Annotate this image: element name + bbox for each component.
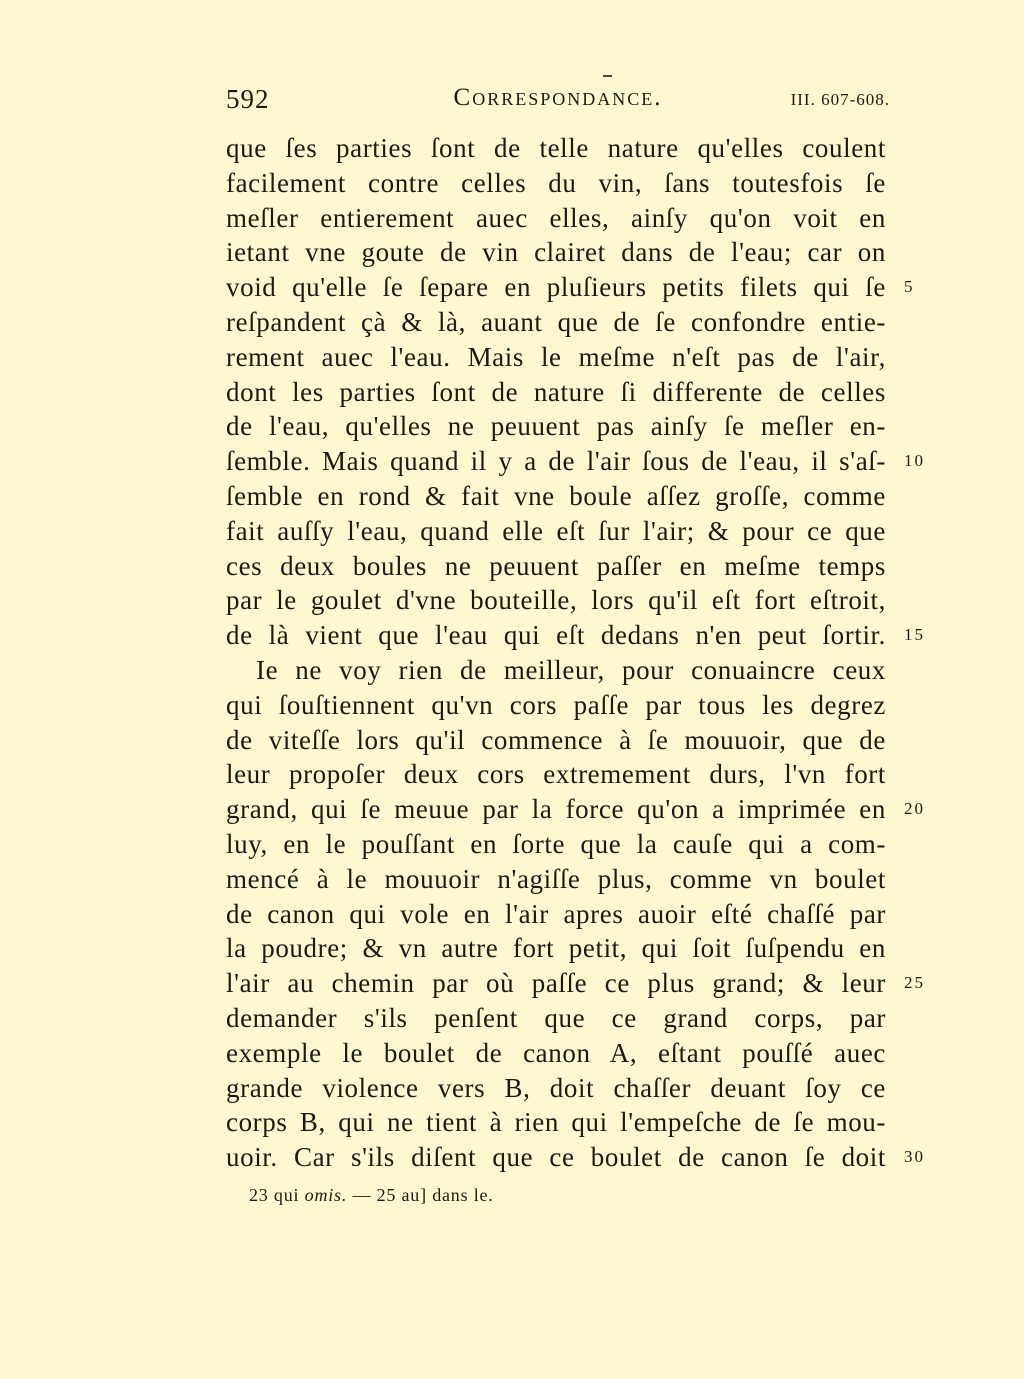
text-line: grande violence vers B, doit chaſſer deuant ſoy ce — [226, 1072, 886, 1103]
footnote-line-number: 25 — [376, 1185, 397, 1205]
page-number: 592 — [226, 84, 270, 114]
text-line: de viteſſe lors qu'il commence à ſe mouuoir, que de — [226, 724, 886, 755]
text-line: meſler entierement auec elles, ainſy qu'on voit en — [226, 202, 886, 233]
line-number: 15 — [904, 625, 925, 645]
footnote-text: qui — [273, 1185, 300, 1205]
text-line: void qu'elle ſe ſepare en pluſieurs petits filets qui ſe — [226, 272, 886, 303]
text-line: luy, en le pouſſant en ſorte que la cauſe qui a com- — [226, 828, 886, 859]
line-number: 10 — [904, 451, 925, 471]
line-number: 25 — [904, 973, 925, 993]
text-line: reſpandent çà & là, auant que de ſe confondre entie- — [226, 306, 886, 337]
running-head: Correspondance. — [453, 84, 663, 111]
page-header — [226, 84, 890, 118]
line-number: 30 — [904, 1147, 925, 1167]
text-line: mencé à le mouuoir n'agiſſe plus, comme vn boulet — [226, 863, 886, 894]
letter-reference: III. 607-608. — [790, 90, 890, 109]
text-line: de là vient que l'eau qui eſt dedans n'en peut ſortir. — [226, 620, 886, 651]
footnote-separator: — — [352, 1185, 372, 1205]
text-line: par le goulet d'vne bouteille, lors qu'il eſt fort eſtroit, — [226, 585, 886, 616]
text-line: exemple le boulet de canon A, eſtant pouſſé auec — [226, 1037, 886, 1068]
text-line: facilement contre celles du vin, ſans toutesfois ſe — [226, 167, 886, 198]
text-line: qui ſouſtiennent qu'vn cors paſſe par tous les degrez — [226, 689, 886, 720]
text-line: dont les parties ſont de nature ſi differente de celles — [226, 376, 886, 407]
body-text — [226, 131, 886, 1175]
text-line: l'air au chemin par où paſſe ce plus grand; & leur — [226, 968, 886, 999]
footnote-line-number: 23 — [249, 1185, 269, 1205]
text-line: uoir. Car s'ils diſent que ce boulet de canon ſe doit — [226, 1142, 886, 1173]
line-number: 5 — [904, 277, 915, 297]
text-line: fait auſſy l'eau, quand elle eſt ſur l'air; & pour ce que — [226, 515, 886, 546]
text-line: Ie ne voy rien de meilleur, pour conuaincre ceux — [256, 654, 886, 685]
printer-mark — [603, 75, 612, 77]
text-line: ſemble. Mais quand il y a de l'air ſous de l'eau, il s'aſ- — [226, 446, 886, 477]
footnote-italic: omis. — [304, 1185, 348, 1205]
text-line: de l'eau, qu'elles ne peuuent pas ainſy ſe meſler en- — [226, 411, 886, 442]
text-line: leur propoſer deux cors extremement durs, l'vn fort — [226, 759, 886, 790]
text-line: de canon qui vole en l'air apres auoir eſté chaſſé par — [226, 898, 886, 929]
text-line: corps B, qui ne tient à rien qui l'empeſche de ſe mou- — [226, 1107, 886, 1138]
footnote — [249, 1185, 494, 1206]
text-line: ietant vne goute de vin clairet dans de l'eau; car on — [226, 237, 886, 268]
text-line: la poudre; & vn autre fort petit, qui ſoit ſuſpendu en — [226, 933, 886, 964]
text-line: ſemble en rond & fait vne boule aſſez groſſe, comme — [226, 480, 886, 511]
line-number: 20 — [904, 799, 925, 819]
text-line: que ſes parties ſont de telle nature qu'elles coulent — [226, 133, 886, 163]
footnote-text: au] dans le. — [401, 1185, 494, 1205]
text-line: ces deux boules ne peuuent paſſer en meſme temps — [226, 550, 886, 581]
text-line: rement auec l'eau. Mais le meſme n'eſt pas de l'air, — [226, 341, 886, 372]
text-line: demander s'ils penſent que ce grand corps, par — [226, 1002, 886, 1033]
text-line: grand, qui ſe meuue par la force qu'on a imprimée en — [226, 794, 886, 825]
